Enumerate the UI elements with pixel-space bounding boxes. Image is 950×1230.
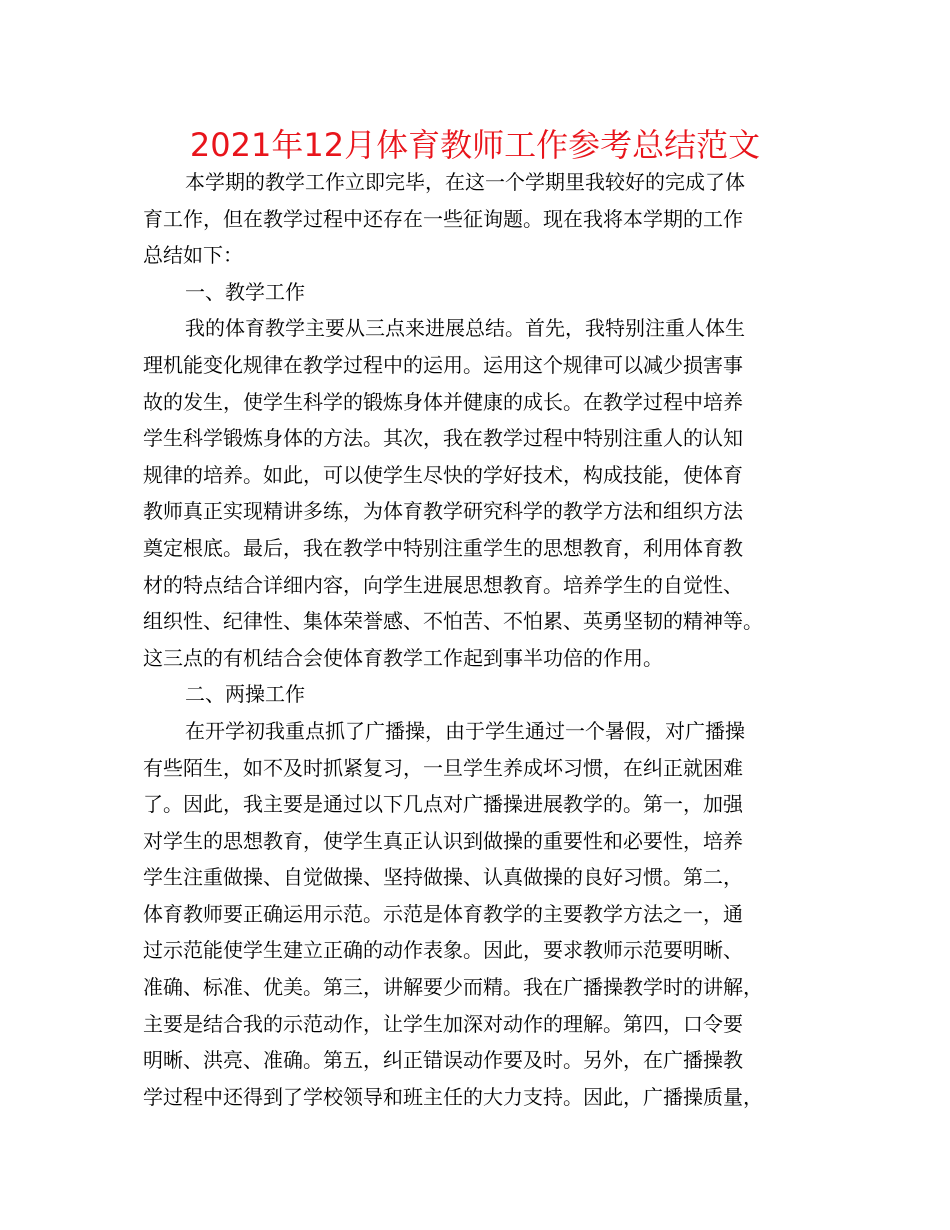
body-line: 学生科学锻炼身体的方法。其次，我在教学过程中特别注重人的认知	[143, 426, 743, 451]
body-line: 过示范能使学生建立正确的动作表象。因此，要求教师示范要明晰、	[143, 938, 743, 963]
body-line: 有些陌生，如不及时抓紧复习，一旦学生养成坏习惯，在纠正就困难	[143, 755, 743, 780]
body-line: 学过程中还得到了学校领导和班主任的大力支持。因此，广播操质量，	[143, 1084, 763, 1109]
body-line: 奠定根底。最后，我在教学中特别注重学生的思想教育，利用体育教	[143, 535, 743, 560]
body-line: 这三点的有机结合会使体育教学工作起到事半功倍的作用。	[143, 645, 663, 670]
body-line: 学生注重做操、自觉做操、坚持做操、认真做操的良好习惯。第二，	[143, 865, 743, 890]
body-line: 材的特点结合详细内容，向学生进展思想教育。培养学生的自觉性、	[143, 572, 743, 597]
body-line: 我的体育教学主要从三点来进展总结。首先，我特别注重人体生	[185, 316, 745, 341]
body-line: 准确、标准、优美。第三，讲解要少而精。我在广播操教学时的讲解，	[143, 975, 763, 1000]
body-line: 教师真正实现精讲多练，为体育教学研究科学的教学方法和组织方法	[143, 499, 743, 524]
body-line: 一、教学工作	[185, 279, 305, 304]
body-line: 明晰、洪亮、准确。第五，纠正错误动作要及时。另外，在广播操教	[143, 1048, 743, 1073]
body-line: 二、两操工作	[185, 682, 305, 707]
body-line: 故的发生，使学生科学的锻炼身体并健康的成长。在教学过程中培养	[143, 389, 743, 414]
body-line: 了。因此，我主要是通过以下几点对广播操进展教学的。第一，加强	[143, 792, 743, 817]
body-line: 体育教师要正确运用示范。示范是体育教学的主要教学方法之一，通	[143, 901, 743, 926]
body-line: 主要是结合我的示范动作，让学生加深对动作的理解。第四，口令要	[143, 1011, 743, 1036]
body-line: 组织性、纪律性、集体荣誉感、不怕苦、不怕累、英勇坚韧的精神等。	[143, 609, 763, 634]
body-line: 本学期的教学工作立即完毕，在这一个学期里我较好的完成了体	[185, 170, 745, 194]
body-line: 总结如下：	[143, 243, 243, 268]
body-line: 对学生的思想教育，使学生真正认识到做操的重要性和必要性，培养	[143, 828, 743, 853]
body-line: 在开学初我重点抓了广播操，由于学生通过一个暑假，对广播操	[185, 718, 745, 743]
body-line: 育工作，但在教学过程中还存在一些征询题。现在我将本学期的工作	[143, 206, 743, 231]
body-line: 规律的培养。如此，可以使学生尽快的学好技术，构成技能，使体育	[143, 462, 743, 487]
document-title: 2021年12月体育教师工作参考总结范文	[189, 126, 761, 164]
document-body	[143, 164, 843, 1115]
body-line: 理机能变化规律在教学过程中的运用。运用这个规律可以减少损害事	[143, 352, 743, 377]
